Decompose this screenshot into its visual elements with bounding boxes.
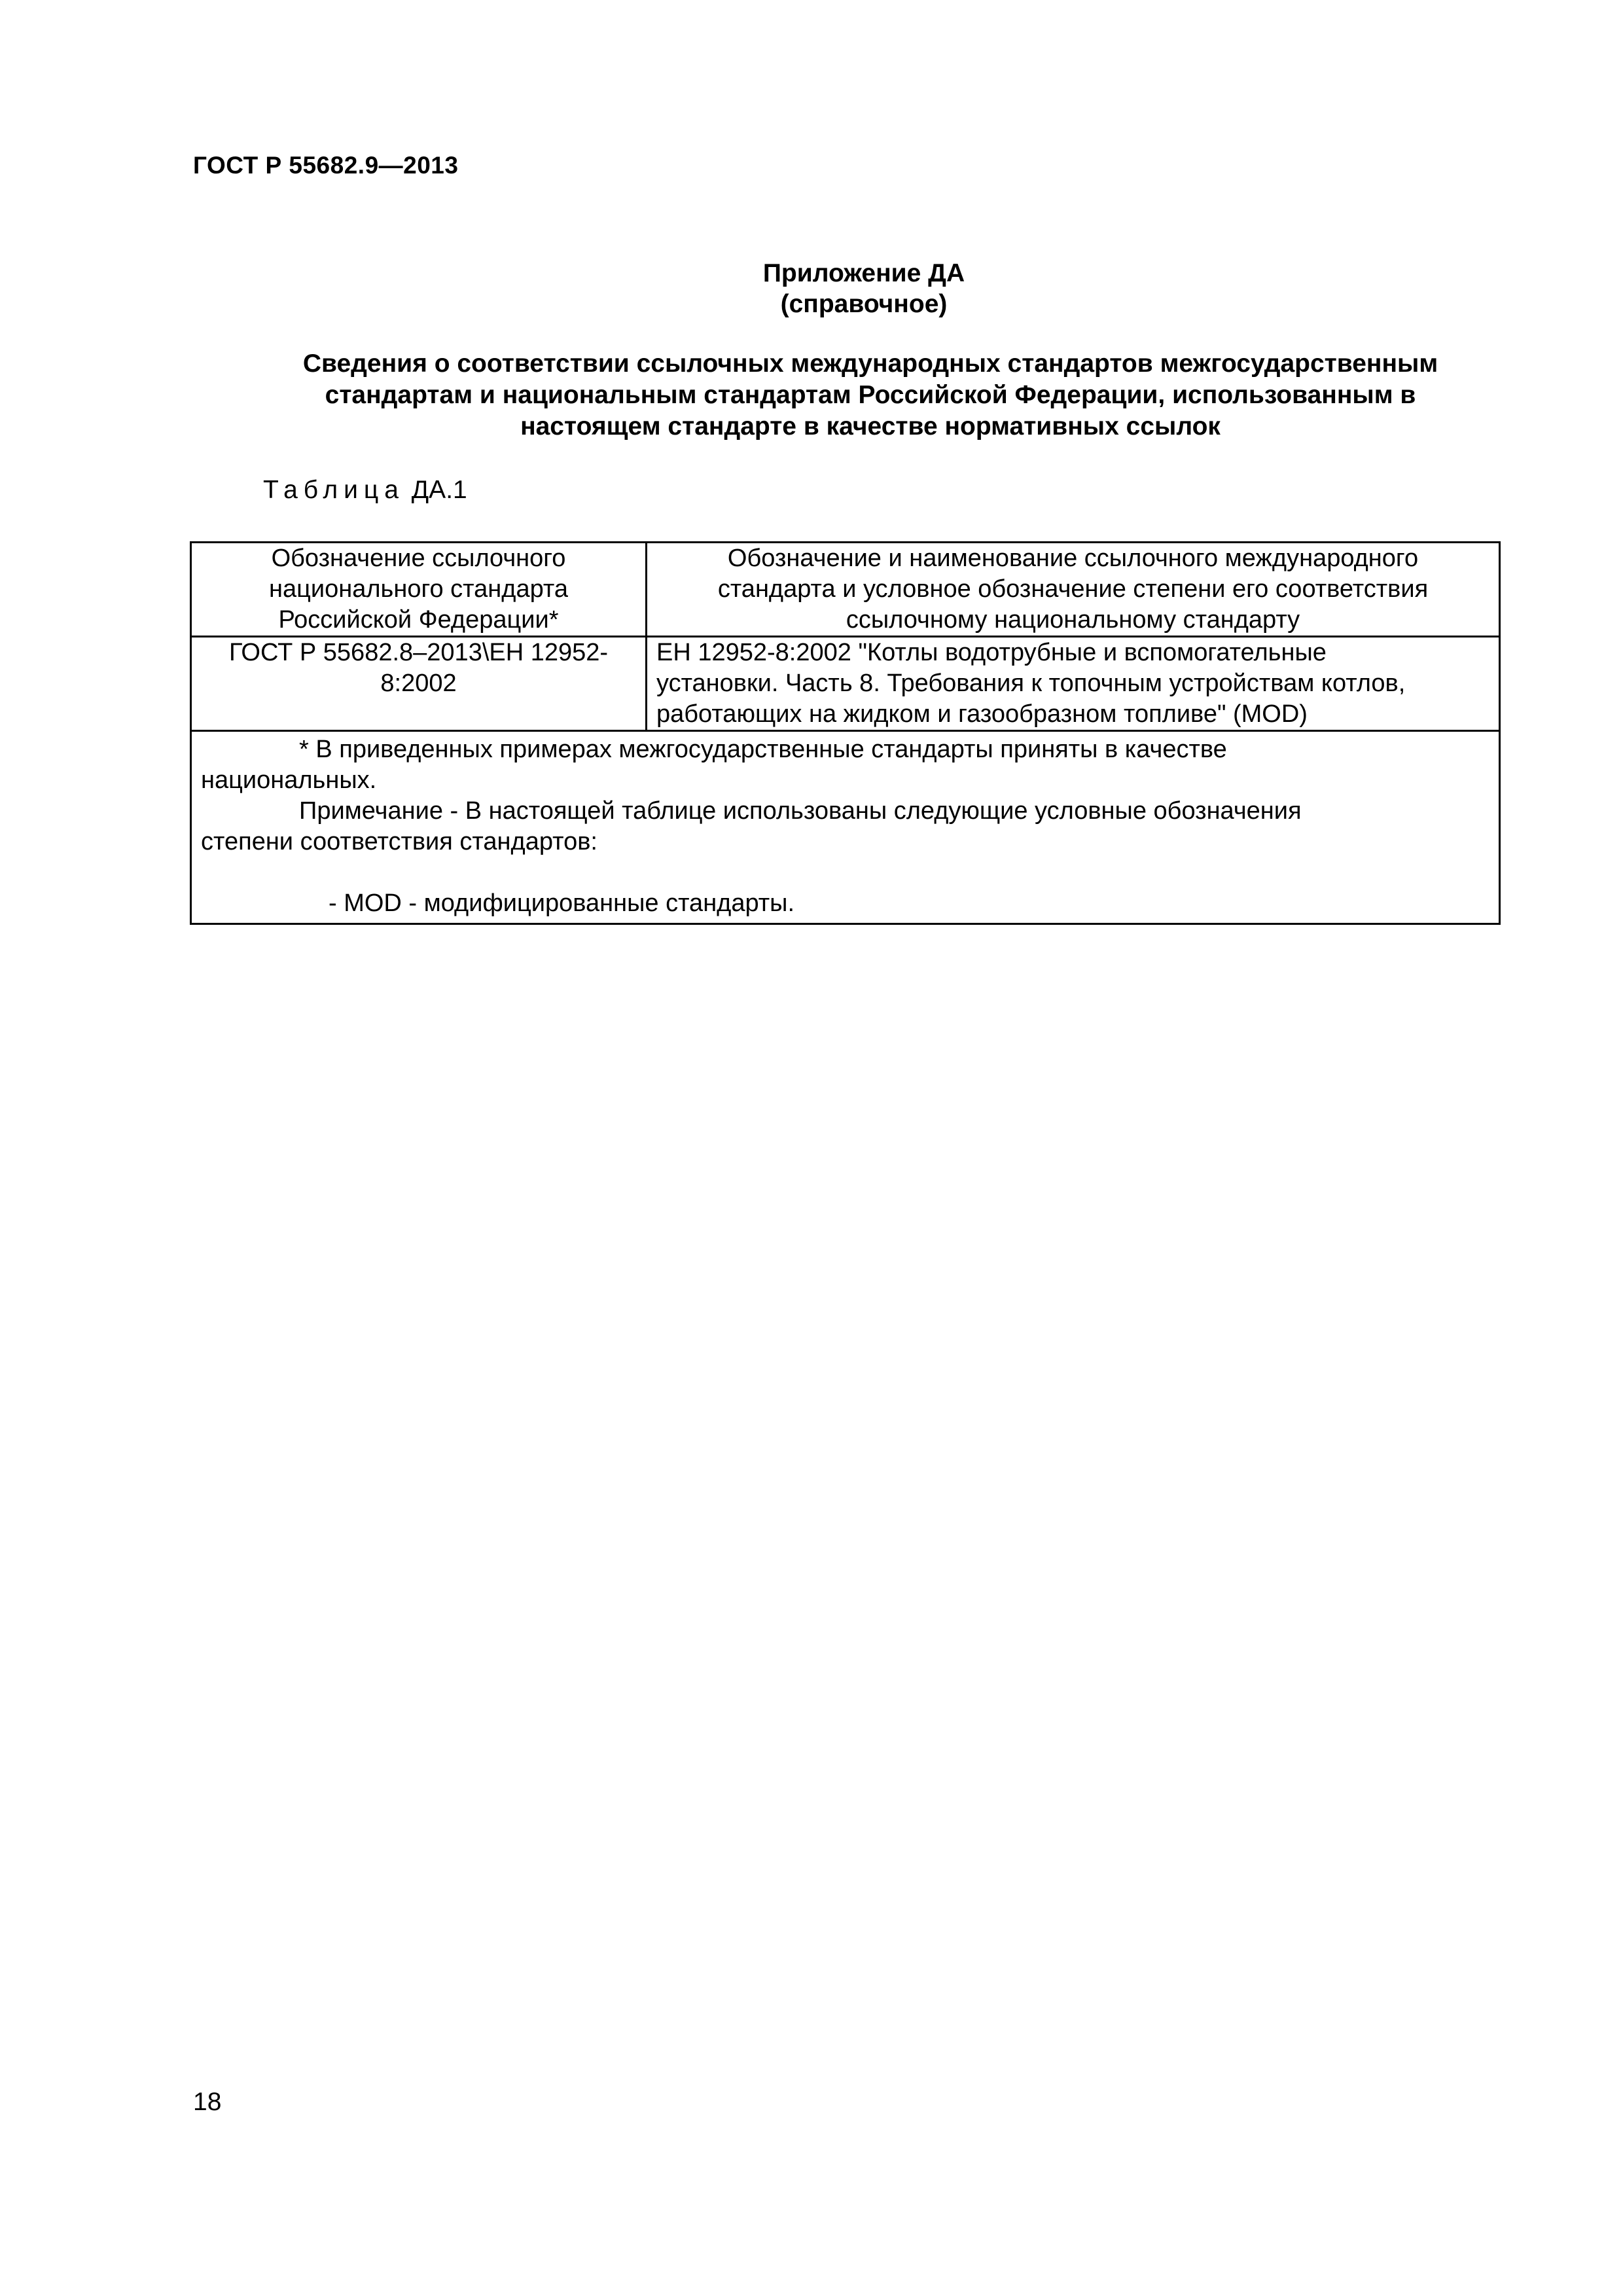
document-code: ГОСТ Р 55682.9—2013: [193, 152, 459, 179]
footnote-text: национальных.: [201, 766, 377, 794]
footnote-text: * В приведенных примерах межгосударственные стандарты приняты в качестве: [299, 736, 1227, 763]
appendix-title-line: Приложение ДА: [762, 259, 965, 287]
note-text: Примечание - В настоящей таблице использованы следующие условные обозначения: [299, 797, 1302, 825]
header-text-line: национального стандарта: [269, 575, 568, 603]
cell-text-line: ГОСТ Р 55682.8–2013\ЕН 12952-: [228, 639, 609, 666]
header-text-line: Обозначение и наименование ссылочного международного: [727, 545, 1419, 572]
header-cell-national: [191, 543, 647, 637]
header-cell-international: [647, 543, 1500, 637]
table-header-row: [191, 543, 1500, 637]
appendix-status-line: (справочное): [780, 290, 948, 318]
cell-national-standard: [191, 637, 647, 731]
table-caption-word: Таблица: [263, 476, 404, 504]
appendix-heading-line: Сведения о соответствии ссылочных международных стандартов межгосударственным: [302, 350, 1438, 378]
header-text-line: стандарта и условное обозначение степени его соответствия: [717, 575, 1429, 603]
header-text-line: Российской Федерации*: [278, 606, 559, 634]
mod-definition: - MOD - модифицированные стандарты.: [329, 889, 795, 917]
appendix-title: [654, 258, 1073, 319]
table-notes-row: [191, 731, 1500, 924]
appendix-heading-line: стандартам и национальным стандартам Российской Федерации, использованным в: [325, 381, 1416, 409]
appendix-heading-line: настоящем стандарте в качестве нормативных ссылок: [520, 412, 1221, 440]
note-spacer: [201, 857, 1489, 888]
header-text-line: Обозначение ссылочного: [271, 545, 566, 572]
appendix-heading: [236, 348, 1505, 442]
table-row: [191, 637, 1500, 731]
table-caption: [263, 476, 467, 505]
table-notes-cell: [191, 731, 1500, 924]
cell-text-line: 8:2002: [380, 670, 457, 697]
cell-text-line: ЕН 12952-8:2002 "Котлы водотрубные и вспомогательные: [656, 639, 1327, 666]
note-text: степени соответствия стандартов:: [201, 828, 597, 855]
table-caption-number: ДА.1: [411, 476, 467, 504]
header-text-line: ссылочному национальному стандарту: [846, 606, 1300, 634]
reference-table: [190, 541, 1501, 925]
cell-text-line: установки. Часть 8. Требования к топочным устройствам котлов,: [656, 670, 1406, 697]
cell-text-line: работающих на жидком и газообразном топливе" (MOD): [656, 700, 1308, 728]
cell-international-standard: [647, 637, 1500, 731]
page-number: 18: [193, 2088, 222, 2116]
